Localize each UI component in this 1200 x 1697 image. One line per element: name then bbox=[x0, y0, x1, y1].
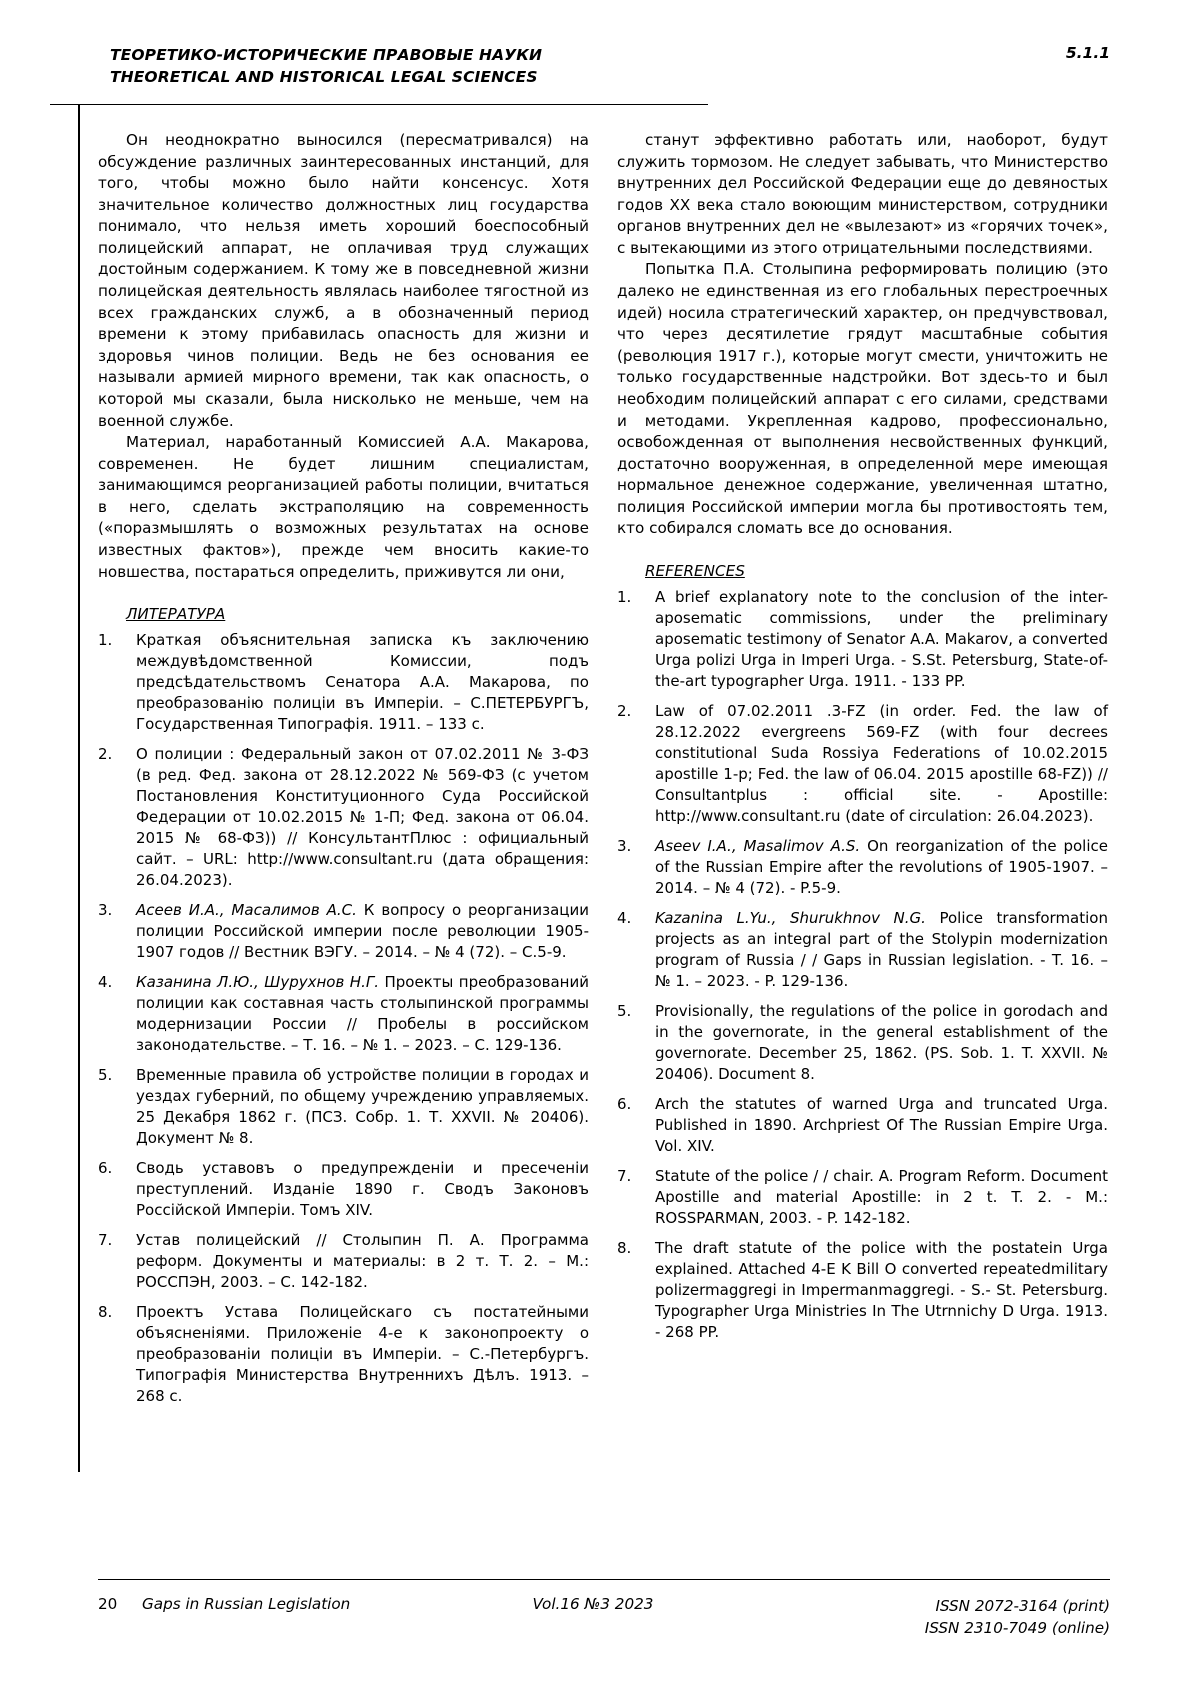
references-heading-en: REFERENCES bbox=[645, 561, 745, 580]
reference-text: A brief explanatory note to the conclusion of the inter-aposematic commissions, under the preliminary aposematic testimony of Senator A.A. Makarov, a converted Urga polizi Urga in Imperi Urga. - S.St. Petersburg, State-of-the-art typographer Urga. 1911. - 133 PP. bbox=[655, 587, 1108, 690]
reference-number: 1. bbox=[617, 587, 632, 606]
header-title-en: THEORETICAL AND HISTORICAL LEGAL SCIENCES bbox=[110, 68, 538, 87]
reference-item bbox=[617, 1166, 1108, 1229]
reference-text: Law of 07.02.2011 .3-FZ (in order. Fed. the law of 28.12.2022 evergreens 569-FZ (with four decrees constitutional Suda Rossiya Federations of 10.02.2015 apostille 1-p; Fed. the law of 06.04. 2015 apostille 68-FZ)) // Consultantplus : official site. - Apostille: http://www.consultant.ru (date of circulation: 26.04.2023). bbox=[655, 701, 1108, 825]
reference-authors: Aseev I.A., Masalimov A.S. bbox=[655, 836, 861, 855]
article-body bbox=[98, 130, 1108, 1416]
reference-number: 8. bbox=[98, 1303, 113, 1322]
paragraph: Попытка П.А. Столыпина реформировать полицию (это далеко не единственная из его глобальных перестроечных идей) носила стратегический характер, он предчувствовал, что через десятилетие грядут масштабные события (революция 1917 г.), которые могут смести, уничтожить не только государственные надстройки. Вот здесь-то и был необходим полицейский аппарат с его силами, средствами и методами. Укрепленная кадрово, профессионально, освобожденная от выполнения несвойственных функций, достаточно вооруженная, в определенной мере имеющая нормальное денежное содержание, увеличенная штатно, полиция Российской империи могла бы противостоять тем, кто собирался сломать все до основания. bbox=[617, 260, 1108, 538]
reference-text: О полиции : Федеральный закон от 07.02.2011 № 3-ФЗ (в ред. Фед. закона от 28.12.2022 № 569-ФЗ (с учетом Постановления Конституционного Суда Российской Федерации от 10.02.2015 № 1-П; Фед. закона от 06.04. 2015 № 68-ФЗ)) // КонсультантПлюс : официальный сайт. – URL: http://www.consultant.ru (дата обращения: 26.04.2023). bbox=[136, 745, 589, 890]
reference-number: 3. bbox=[98, 901, 113, 920]
reference-text: On reorganization of the police of the Russian Empire after the revolutions of 1905-1907. – 2014. – № 4 (72). - P.5-9. bbox=[655, 836, 1108, 897]
issue-info: Vol.16 №3 2023 bbox=[532, 1595, 654, 1613]
reference-item bbox=[98, 744, 589, 891]
reference-number: 7. bbox=[98, 1231, 113, 1250]
reference-text: Проекты преобразований полиции как составная часть столыпинской программы модернизации России // Пробелы в российском законодательстве. – Т. 16. – № 1. – 2023. – С. 129-136. bbox=[136, 973, 589, 1055]
page-header bbox=[110, 44, 1110, 89]
reference-authors: Асеев И.А., Масалимов А.С. bbox=[136, 901, 357, 920]
header-titles bbox=[110, 44, 542, 89]
reference-item bbox=[617, 1094, 1108, 1157]
reference-text: Временные правила об устройстве полиции в городах и уездах губерний, по общему учреждению управляемых. 25 Декабря 1862 г. (ПСЗ. Собр. 1. Т. XXVII. № 20406). Документ № 8. bbox=[136, 1066, 589, 1148]
reference-authors: Казанина Л.Ю., Шурухнов Н.Г. bbox=[136, 973, 379, 992]
reference-number: 4. bbox=[617, 908, 632, 927]
references-heading-ru: ЛИТЕРАТУРА bbox=[126, 605, 226, 624]
footer-divider bbox=[98, 1579, 1110, 1580]
reference-text: Устав полицейский // Столыпин П. А. Программа реформ. Документы и материалы: в 2 т. Т. 2. – М.: РОССПЭН, 2003. – С. 142-182. bbox=[136, 1231, 589, 1292]
header-divider bbox=[50, 104, 708, 105]
paragraph: Материал, наработанный Комиссией А.А. Макарова, современен. Не будет лишним специалистам, занимающимся реорганизацией работы полиции, вчитаться в него, сделать экстраполяцию на современность («поразмышлять о возможных результатах на основе известных фактов»), прежде чем вносить какие-то новшества, постараться определить, приживутся ли они, bbox=[98, 433, 589, 581]
reference-item bbox=[617, 1238, 1108, 1343]
reference-item bbox=[617, 587, 1108, 692]
reference-text: Проектъ Устава Полицейскаго съ постатейными объясненіями. Приложеніе 4-е к законопроекту о преобразованіи полиціи въ Имперіи. – С.-Петербургъ. Типографія Министерства Внутреннихъ Дѣлъ. 1913. – 268 с. bbox=[136, 1303, 589, 1406]
header-section-code: 5.1.1 bbox=[1065, 44, 1110, 62]
footer-left bbox=[98, 1595, 428, 1613]
reference-number: 2. bbox=[98, 745, 113, 764]
reference-number: 2. bbox=[617, 701, 632, 720]
reference-text: К вопросу о реорганизации полиции Российской империи после революции 1905-1907 годов // Вестник ВЭГУ. – 2014. – № 4 (72). – С.5-9. bbox=[136, 901, 589, 962]
reference-number: 4. bbox=[98, 973, 113, 992]
reference-item bbox=[98, 630, 589, 735]
reference-item bbox=[617, 1001, 1108, 1085]
reference-text: Сводь уставовъ о предупрежденіи и пресеченіи преступлений. Изданіе 1890 г. Сводъ Законовъ Россійской Имперіи. Томъ XIV. bbox=[136, 1159, 589, 1220]
reference-text: Provisionally, the regulations of the police in gorodach and in the governorate, in the general establishment of the governorate. December 25, 1862. (PS. Sob. 1. T. XXVII. № 20406). Document 8. bbox=[655, 1001, 1108, 1083]
reference-number: 5. bbox=[617, 1001, 632, 1020]
reference-item bbox=[98, 1230, 589, 1293]
references-list-en bbox=[617, 587, 1108, 1343]
reference-item bbox=[98, 1302, 589, 1407]
reference-item bbox=[98, 1158, 589, 1221]
reference-number: 3. bbox=[617, 836, 632, 855]
journal-title: Gaps in Russian Legislation bbox=[142, 1595, 351, 1613]
reference-number: 1. bbox=[98, 631, 113, 650]
issn-block bbox=[758, 1595, 1110, 1639]
header-title-ru: ТЕОРЕТИКО-ИСТОРИЧЕСКИЕ ПРАВОВЫЕ НАУКИ bbox=[110, 46, 543, 64]
left-margin-rule bbox=[78, 104, 80, 1472]
reference-item bbox=[98, 900, 589, 963]
reference-text: The draft statute of the police with the postatein Urga explained. Attached 4-E K Bill O converted repeatedmilitary polizermaggregi in Impermanmaggregi. - S.- St. Petersburg. Typographer Urga Ministries In The Utrnnichy D Urga. 1913. - 268 PP. bbox=[655, 1238, 1108, 1341]
reference-item bbox=[617, 836, 1108, 899]
reference-number: 8. bbox=[617, 1238, 632, 1257]
reference-item bbox=[617, 701, 1108, 827]
reference-item bbox=[98, 1065, 589, 1149]
issn-online: ISSN 2310-7049 (online) bbox=[924, 1619, 1110, 1638]
page-number: 20 bbox=[98, 1595, 118, 1613]
reference-text: Police transformation projects as an integral part of the Stolypin modernization program of Russia / / Gaps in Russian legislation. - T. 16. – № 1. – 2023. - P. 129-136. bbox=[655, 908, 1108, 990]
reference-number: 6. bbox=[98, 1159, 113, 1178]
paragraph: станут эффективно работать или, наоборот, будут служить тормозом. Не следует забывать, что Министерство внутренних дел Российской Федерации еще до девяностых годов ХХ века стало воюющим министерством, сотрудники органов внутренних дел не «вылезают» из «горячих точек», с вытекающими из этого отрицательными последствиями. bbox=[617, 131, 1108, 257]
right-column bbox=[617, 130, 1108, 1416]
reference-authors: Kazanina L.Yu., Shurukhnov N.G. bbox=[655, 908, 926, 927]
reference-text: Arch the statutes of warned Urga and truncated Urga. Published in 1890. Archpriest Of The Russian Empire Urga. Vol. XIV. bbox=[655, 1094, 1108, 1155]
reference-text: Краткая объяснительная записка къ заключению междувѣдомственной Комиссии, подъ предсѣдательствомъ Сенатора А.А. Макарова, по преобразованію полиціи въ Имперіи. – С.ПЕТЕРБУРГЪ, Государственная Типографія. 1911. – 133 с. bbox=[136, 631, 589, 734]
reference-item bbox=[617, 908, 1108, 992]
paragraph: Он неоднократно выносился (пересматривался) на обсуждение различных заинтересованных инстанций, для того, чтобы можно было найти консенсус. Хотя значительное количество должностных лиц государства понимало, что нельзя иметь хороший боеспособный полицейский аппарат, не оплачивая труд служащих достойным содержанием. К тому же в повседневной жизни полицейская деятельность являлась наиболее тягостной из всех гражданских служб, а в обозначенный период времени к этому прибавилась опасность для жизни и здоровья чинов полиции. Ведь не без основания ее называли армией мирного времени, так как опасность, о которой мы сказали, была нисколько не меньше, чем на военной службе. bbox=[98, 131, 589, 430]
reference-item bbox=[98, 972, 589, 1056]
reference-text: Statute of the police / / chair. A. Program Reform. Document Apostille and material Apostille: in 2 t. T. 2. - M.: ROSSPARMAN, 2003. - P. 142-182. bbox=[655, 1166, 1108, 1227]
reference-number: 7. bbox=[617, 1166, 632, 1185]
page-footer bbox=[98, 1595, 1110, 1639]
reference-number: 6. bbox=[617, 1094, 632, 1113]
reference-number: 5. bbox=[98, 1066, 113, 1085]
left-column bbox=[98, 130, 589, 1416]
references-list-ru bbox=[98, 630, 589, 1407]
issn-print: ISSN 2072-3164 (print) bbox=[935, 1597, 1110, 1615]
